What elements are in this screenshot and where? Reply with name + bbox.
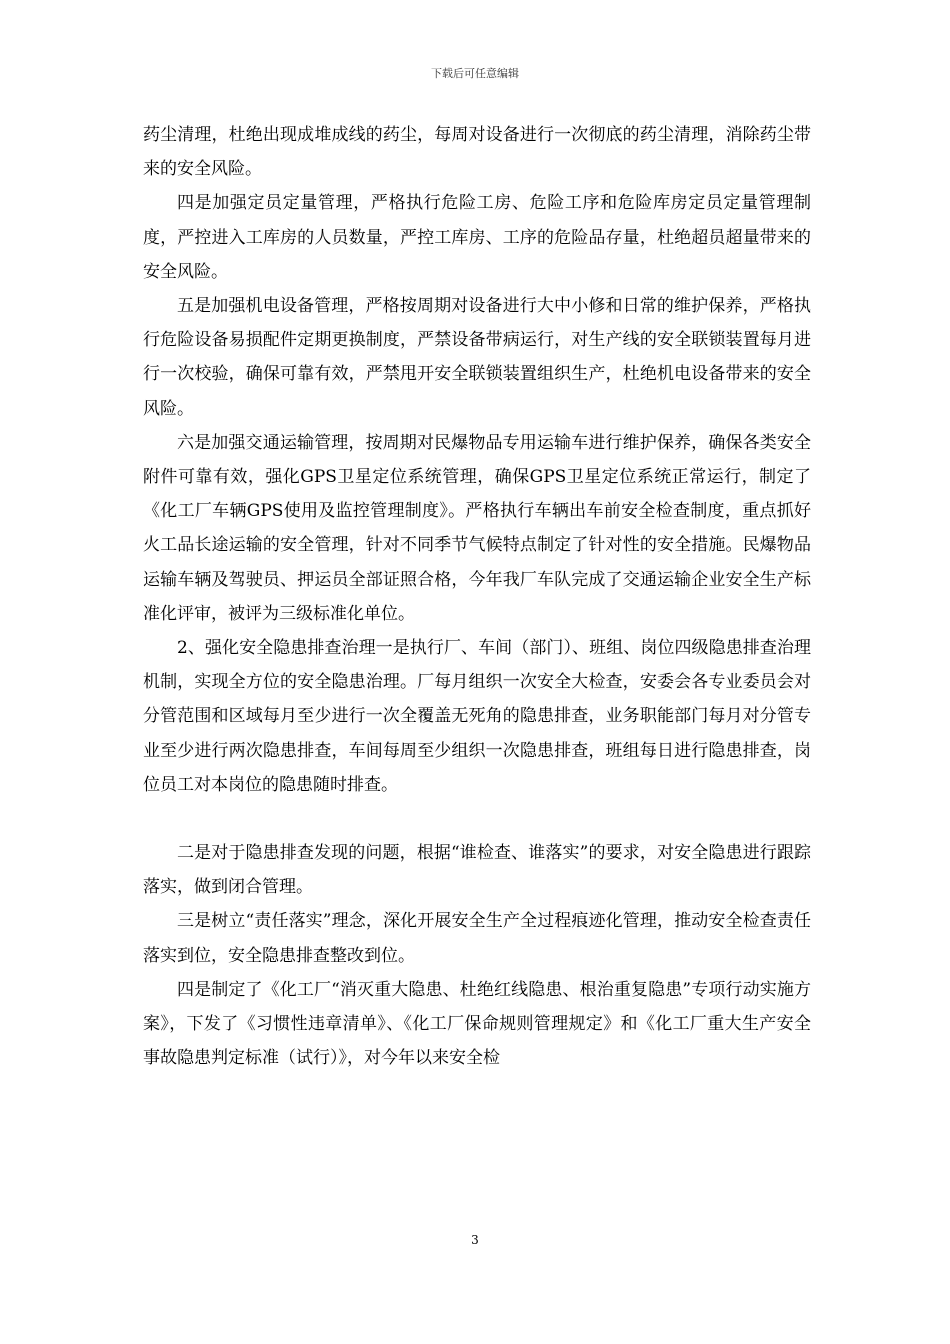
paragraph-responsibility-concept: 三是树立“责任落实”理念，深化开展安全生产全过程痕迹化管理，推动安全检查责任落实到位，安全隐患排查整改到位。 [143,911,811,966]
paragraph-staffing-management: 四是加强定员定量管理，严格执行危险工房、危险工序和危险库房定员定量管理制度，严控进入工库房的人员数量，严控工库房、工序的危险品存量，杜绝超员超量带来的安全风险。 [143,193,811,282]
paragraph-equipment-management: 五是加强机电设备管理，严格按周期对设备进行大中小修和日常的维护保养，严格执行危险设备易损配件定期更换制度，严禁设备带病运行，对生产线的安全联锁装置每月进行一次校验，确保可靠有效，严禁甩开安全联锁装置组织生产，杜绝机电设备带来的安全风险。 [143,296,811,419]
paragraph-dust-cleanup: 药尘清理，杜绝出现成堆成线的药尘，每周对设备进行一次彻底的药尘清理，消除药尘带来的安全风险。 [143,125,811,180]
document-body [143,118,811,1075]
paragraph-special-action-plan: 四是制定了《化工厂“消灭重大隐患、杜绝红线隐患、根治重复隐患”专项行动实施方案》，下发了《习惯性违章清单》、《化工厂保命规则管理规定》和《化工厂重大生产安全事故隐患判定标准（试行）》，对今年以来安全检 [143,979,811,1069]
page-number: 3 [471,1233,479,1247]
paragraph-transport-management: 六是加强交通运输管理，按周期对民爆物品专用运输车进行维护保养，确保各类安全附件可靠有效，强化GPS卫星定位系统管理，确保GPS卫星定位系统正常运行，制定了《化工厂车辆GPS使用及监控管理制度》。严格执行车辆出车前安全检查制度，重点抓好火工品长途运输的安全管理，针对不同季节气候特点制定了针对性的安全措施。民爆物品运输车辆及驾驶员、押运员全部证照合格，今年我厂车队完成了交通运输企业安全生产标准化评审，被评为三级标准化单位。 [143,432,811,624]
paragraph-spacer [143,802,811,836]
page-header-note: 下载后可任意编辑 [431,67,519,80]
paragraph-hazard-investigation: 2、强化安全隐患排查治理一是执行厂、车间（部门）、班组、岗位四级隐患排查治理机制，实现全方位的安全隐患治理。厂每月组织一次安全大检查，安委会各专业委员会对分管范围和区域每月至少进行一次全覆盖无死角的隐患排查，业务职能部门每月对分管专业至少进行两次隐患排查，车间每周至少组织一次隐患排查，班组每日进行隐患排查，岗位员工对本岗位的隐患随时排查。 [143,638,811,795]
paragraph-closed-loop-management: 二是对于隐患排查发现的问题，根据“谁检查、谁落实”的要求，对安全隐患进行跟踪落实，做到闭合管理。 [143,843,811,898]
